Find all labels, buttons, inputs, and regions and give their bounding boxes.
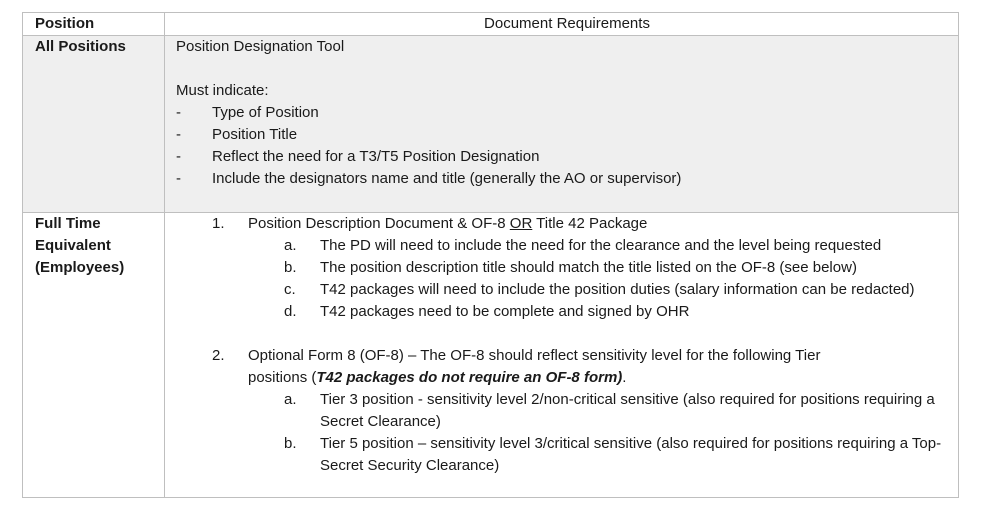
document-requirements-table — [22, 12, 959, 498]
row-label-all-positions: All Positions — [23, 36, 165, 213]
list-item: b. Tier 5 position – sensitivity level 3/critical sensitive (also required for positions requiring a Top-Secret Security Clearance) — [284, 435, 942, 474]
list-item: - Reflect the need for a T3/T5 Position Designation — [176, 148, 540, 165]
fte-requirements — [165, 213, 959, 498]
all-positions-requirements — [165, 36, 959, 213]
numbered-item-2: 2. Optional Form 8 (OF-8) – The OF-8 should reflect sensitivity level for the following Tier positions (T42 packages do not require an OF-8 form). — [212, 347, 821, 386]
table-header-row — [23, 13, 959, 36]
t42-note-bold-italic: T42 packages do not require an OF-8 form) — [316, 369, 623, 386]
row-label-full-time-equivalent: Full Time Equivalent (Employees) — [23, 213, 165, 498]
list-item: - Type of Position — [176, 104, 319, 121]
list-item: a. The PD will need to include the need for the clearance and the level being requested — [284, 237, 882, 254]
list-item: c. T42 packages will need to include the position duties (salary information can be redacted) — [284, 281, 915, 298]
numbered-item-1: 1. Position Description Document & OF-8 OR Title 42 Package — [212, 215, 648, 232]
list-item: b. The position description title should match the title listed on the OF-8 (see below) — [284, 259, 857, 276]
or-underlined: OR — [509, 215, 533, 232]
must-indicate-text: Must indicate: — [176, 82, 269, 99]
position-designation-tool-text: Position Designation Tool — [176, 38, 345, 55]
list-item: a. Tier 3 position - sensitivity level 2/non-critical sensitive (also required for positions requiring a Secret Clearance) — [284, 391, 935, 430]
list-item: - Position Title — [176, 126, 298, 143]
header-position: Position — [23, 13, 165, 36]
list-item: - Include the designators name and title (generally the AO or supervisor) — [176, 170, 682, 187]
table-row-full-time-equivalent — [23, 213, 959, 498]
header-document-requirements: Document Requirements — [165, 13, 959, 36]
table-row-all-positions — [23, 36, 959, 213]
list-item: d. T42 packages need to be complete and signed by OHR — [284, 303, 690, 320]
